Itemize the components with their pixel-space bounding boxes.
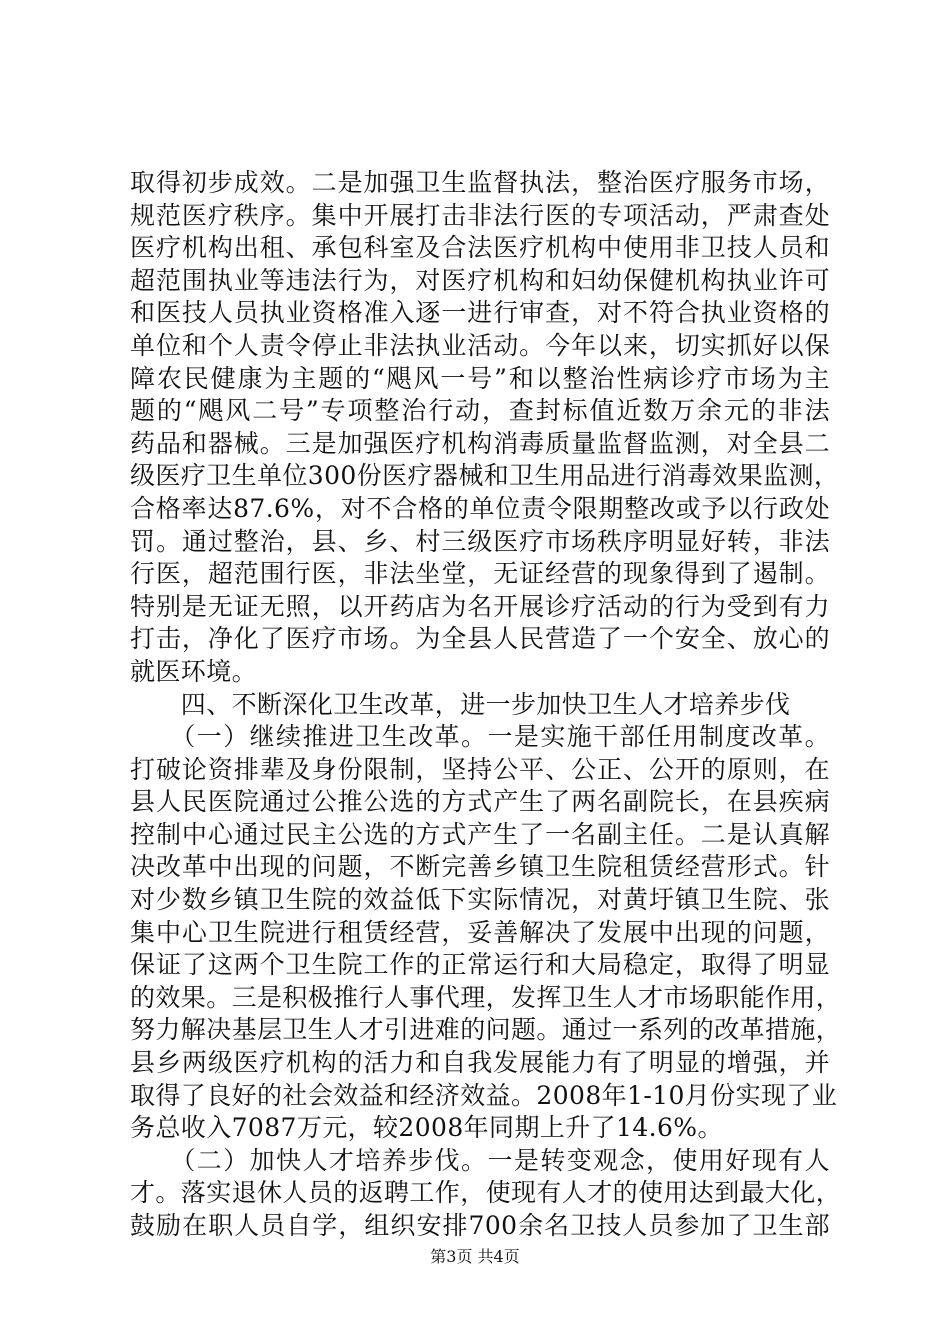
text-line: 取得了良好的社会效益和经济效益。2008年1-10月份实现了业 bbox=[130, 1080, 838, 1110]
text-line: 才。落实退休人员的返聘工作，使现有人才的使用达到最大化， bbox=[130, 1178, 842, 1208]
text-line: 药品和器械。三是加强医疗机构消毒质量监督监测，对全县二 bbox=[130, 428, 830, 458]
text-line: 特别是无证无照，以开药店为名开展诊疗活动的行为受到有力 bbox=[130, 591, 830, 621]
text-line: 合格率达87.6%，对不合格的单位责令限期整改或予以行政处 bbox=[130, 493, 830, 523]
section-heading: 四、不断深化卫生改革，进一步加快卫生人才培养步伐 bbox=[130, 689, 791, 719]
text-line: 障农民健康为主题的“飓风一号”和以整治性病诊疗市场为主 bbox=[130, 363, 830, 393]
text-line: 决改革中出现的问题，不断完善乡镇卫生院租赁经营形式。针 bbox=[130, 852, 830, 882]
text-line: 务总收入7087万元，较2008年同期上升了14.6%。 bbox=[130, 1113, 723, 1143]
text-line: 鼓励在职人员自学，组织安排700余名卫技人员参加了卫生部 bbox=[130, 1211, 830, 1240]
text-line: 和医技人员执业资格准入逐一进行审查，对不符合执业资格的 bbox=[130, 298, 830, 328]
subsection-heading-line: （一）继续推进卫生改革。一是实施干部任用制度改革。 bbox=[130, 722, 830, 752]
text-line: 题的“飓风二号”专项整治行动，查封标值近数万余元的非法 bbox=[130, 396, 830, 426]
text-line: 打破论资排辈及身份限制，坚持公平、公正、公开的原则，在 bbox=[130, 754, 830, 784]
text-line: 规范医疗秩序。集中开展打击非法行医的专项活动，严肃查处 bbox=[130, 200, 830, 230]
body-text bbox=[130, 167, 842, 1243]
text-line: 的效果。三是积极推行人事代理，发挥卫生人才市场职能作用， bbox=[130, 982, 842, 1012]
text-line: 努力解决基层卫生人才引进难的问题。通过一系列的改革措施， bbox=[130, 1015, 842, 1045]
text-line: 就医环境。 bbox=[130, 656, 258, 686]
text-line: 取得初步成效。二是加强卫生监督执法，整治医疗服务市场， bbox=[130, 168, 830, 197]
text-line: 控制中心通过民主公选的方式产生了一名副主任。二是认真解 bbox=[130, 819, 830, 849]
text-line: 对少数乡镇卫生院的效益低下实际情况，对黄圩镇卫生院、张 bbox=[130, 885, 830, 915]
text-line: 单位和个人责令停止非法执业活动。今年以来，切实抓好以保 bbox=[130, 330, 830, 360]
text-line: 集中心卫生院进行租赁经营，妥善解决了发展中出现的问题， bbox=[130, 917, 830, 947]
text-line: 医疗机构出租、承包科室及合法医疗机构中使用非卫技人员和 bbox=[130, 233, 830, 263]
text-line: 行医，超范围行医，非法坐堂，无证经营的现象得到了遏制。 bbox=[130, 559, 830, 589]
text-line: 罚。通过整治，县、乡、村三级医疗市场秩序明显好转，非法 bbox=[130, 526, 830, 556]
text-line: 县人民医院通过公推公选的方式产生了两名副院长，在县疾病 bbox=[130, 787, 830, 817]
text-line: 保证了这两个卫生院工作的正常运行和大局稳定，取得了明显 bbox=[130, 950, 830, 980]
text-line: 超范围执业等违法行为，对医疗机构和妇幼保健机构执业许可 bbox=[130, 265, 830, 295]
text-line: 县乡两级医疗机构的活力和自我发展能力有了明显的增强，并 bbox=[130, 1048, 830, 1078]
text-line: 打击，净化了医疗市场。为全县人民营造了一个安全、放心的 bbox=[130, 624, 830, 654]
page-footer: 第3页 共4页 bbox=[430, 1247, 520, 1266]
subsection-heading-line: （二）加快人才培养步伐。一是转变观念，使用好现有人 bbox=[130, 1145, 830, 1175]
text-line: 级医疗卫生单位300份医疗器械和卫生用品进行消毒效果监测， bbox=[130, 461, 840, 491]
